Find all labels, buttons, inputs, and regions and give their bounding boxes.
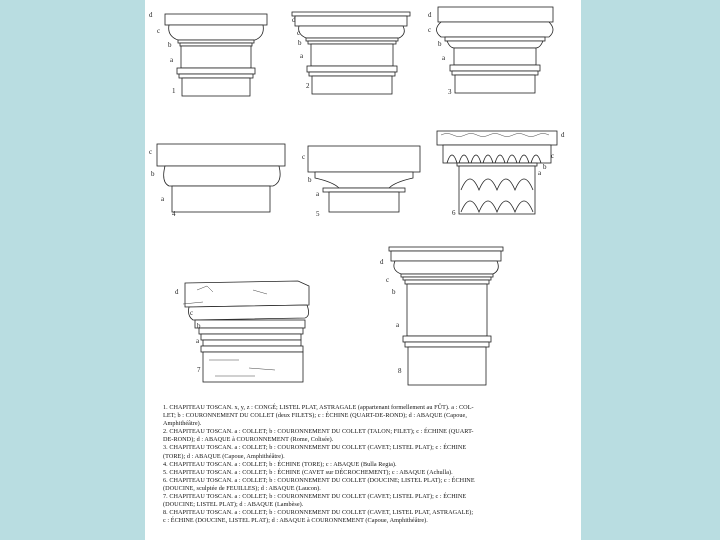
caption-line: DE-ROND); d : ABAQUE à COURONNEMENT (Rome, Colisée). <box>163 436 334 444</box>
figure-6-capital <box>437 131 565 217</box>
figure-4-letter-c: c <box>149 148 153 156</box>
figure-8-letter-a: a <box>396 321 400 329</box>
figure-4-capital <box>149 144 285 218</box>
figure-1-letter-d: d <box>149 11 153 19</box>
figure-5-letter-b: b <box>308 176 312 184</box>
figure-1-capital <box>149 11 267 96</box>
figure-6-letter-d: d <box>561 131 565 139</box>
figure-1-letter-b: b <box>168 41 172 49</box>
caption-line: (DOUCINE, sculptée de FEUILLES); d : ABAQUE (Laucon). <box>163 484 321 492</box>
caption-line: Amphithéâtre). <box>163 420 202 428</box>
caption-line: 2. CHAPITEAU TOSCAN. a : COLLET; b : COURONNEMENT DU COLLET (TALON; FILET); c : ÉCHINE (QUART- <box>163 428 474 436</box>
caption-line: 1. CHAPITEAU TOSCAN. x, y, z : CONGÉ; LISTEL PLAT, ASTRAGALE (appartenant formellement au FÛT). a : COL- <box>163 404 474 411</box>
figure-3-letter-d: d <box>428 11 432 19</box>
figure-2-letter-d: d <box>292 16 296 24</box>
figure-3-capital <box>428 7 553 96</box>
figure-6-letter-b: b <box>543 163 547 171</box>
figure-6-number: 6 <box>452 209 456 217</box>
figure-7-letter-b: b <box>197 322 201 330</box>
figure-2-number: 2 <box>306 82 310 90</box>
caption-line: 8. CHAPITEAU TOSCAN. a : COLLET; b : COURONNEMENT DU COLLET (CAVET, LISTEL PLAT, ASTRAGALE); <box>163 509 474 517</box>
figure-7-number: 7 <box>197 366 201 374</box>
figure-7-letter-a: a <box>196 337 200 345</box>
figure-5-capital <box>302 146 420 218</box>
plate-caption <box>163 404 568 525</box>
figure-6-letter-a: a <box>538 169 542 177</box>
capitals-plate <box>145 0 581 400</box>
figure-7-letter-c: c <box>190 309 194 317</box>
figure-3-letter-a: a <box>442 54 446 62</box>
caption-line: 3. CHAPITEAU TOSCAN. a : COLLET; b : COURONNEMENT DU COLLET (CAVET; LISTEL PLAT); c : ÉCHINE <box>163 444 467 452</box>
figure-4-number: 4 <box>172 210 176 218</box>
figure-8-letter-b: b <box>392 288 396 296</box>
figure-1-letter-c: c <box>157 27 161 35</box>
caption-line: LET; b : COURONNEMENT DU COLLET (deux FILETS); c : ÉCHINE (QUART-DE-ROND); d : ABAQUE (Capoue, <box>163 412 467 420</box>
figure-2-letter-b: b <box>298 39 302 47</box>
figure-2-letter-c: c <box>297 29 301 37</box>
caption-line: 4. CHAPITEAU TOSCAN. a : COLLET; b : ÉCHINE (TORE); c : ABAQUE (Bulla Regia). <box>163 460 397 468</box>
figure-3-letter-b: b <box>438 40 442 48</box>
caption-line: 6. CHAPITEAU TOSCAN. a : COLLET; b : COURONNEMENT DU COLLET (DOUCINE; LISTEL PLAT); c : ÉCHINE <box>163 476 475 484</box>
caption-line: 5. CHAPITEAU TOSCAN. a : COLLET; b : ÉCHINE (CAVET sur DÉCROCHEMENT); c : ABAQUE (Achulla). <box>163 468 453 476</box>
figure-5-letter-c: c <box>302 153 306 161</box>
figure-8-number: 8 <box>398 367 402 375</box>
figure-3-letter-c: c <box>428 26 432 34</box>
caption-line: c : ÉCHINE (DOUCINE, LISTEL PLAT); d : ABAQUE à COURONNEMENT (Capoue, Amphithéâtre). <box>163 517 428 525</box>
caption-line: (DOUCINE; LISTEL PLAT); d : ABAQUE (Lambèse). <box>163 501 304 509</box>
figure-6-letter-c: c <box>551 152 555 160</box>
figure-8-capital <box>380 247 503 385</box>
figure-7-capital <box>175 281 309 382</box>
caption-line: (TORE); d : ABAQUE (Capoue, Amphithéâtre). <box>163 452 285 460</box>
figure-2-letter-a: a <box>300 52 304 60</box>
figure-8-letter-c: c <box>386 276 390 284</box>
figure-8-letter-d: d <box>380 258 384 266</box>
figure-1-number: 1 <box>172 87 176 95</box>
figure-1-letter-a: a <box>170 56 174 64</box>
figure-7-letter-d: d <box>175 288 179 296</box>
figure-4-letter-b: b <box>151 170 155 178</box>
caption-line: 7. CHAPITEAU TOSCAN. a : COLLET; b : COURONNEMENT DU COLLET (CAVET; LISTEL PLAT); c : ÉCHINE <box>163 493 467 501</box>
figure-2-capital <box>292 12 410 94</box>
figure-3-number: 3 <box>448 88 452 96</box>
figure-5-letter-a: a <box>316 190 320 198</box>
figure-4-letter-a: a <box>161 195 165 203</box>
figure-5-number: 5 <box>316 210 320 218</box>
document-page <box>145 0 581 540</box>
